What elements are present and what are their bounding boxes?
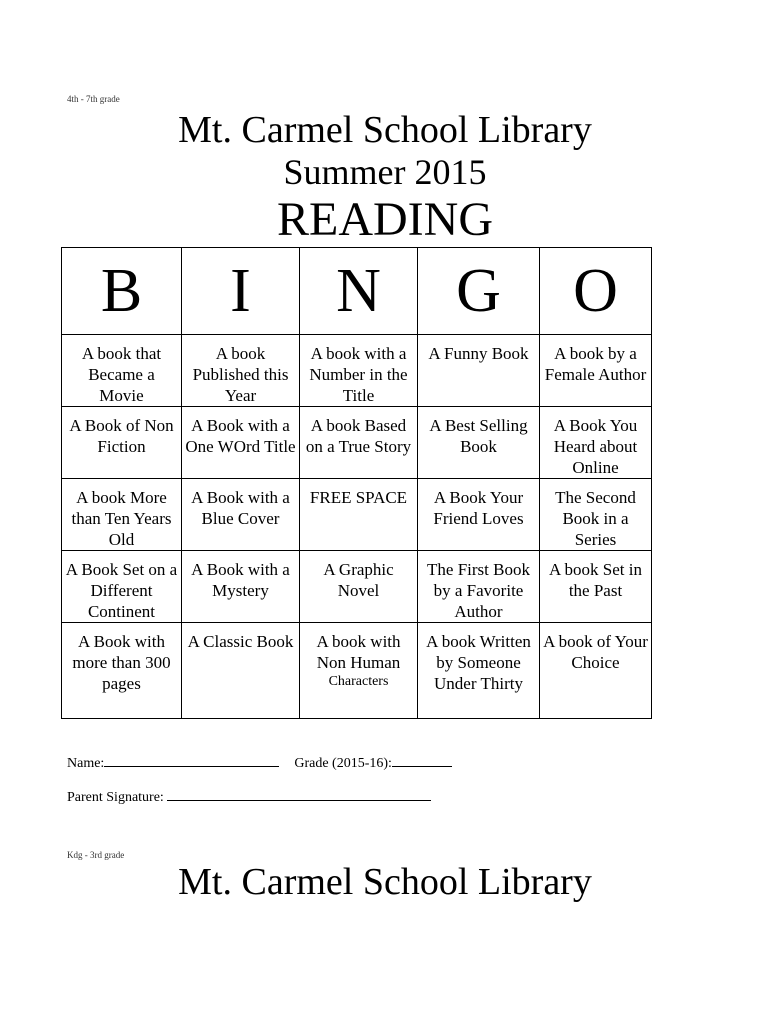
name-field[interactable] [104, 754, 279, 767]
grade-range-label: 4th - 7th grade [67, 94, 120, 104]
bingo-cell: A Book Your Friend Loves [418, 479, 540, 551]
bingo-cell: A book of Your Choice [540, 623, 652, 719]
bingo-row [62, 335, 652, 407]
bingo-letter: B [62, 248, 182, 335]
library-title: Mt. Carmel School Library [178, 109, 592, 151]
free-space-cell: FREE SPACE [300, 479, 418, 551]
parent-signature-field[interactable] [167, 788, 431, 801]
bingo-cell: A book Set in the Past [540, 551, 652, 623]
name-label: Name: [67, 756, 105, 771]
parent-signature-label: Parent Signature: [67, 790, 164, 805]
bingo-letter: N [300, 248, 418, 335]
bingo-cell [300, 623, 418, 719]
bingo-cell: A Book You Heard about Online [540, 407, 652, 479]
characters-note: Characters [328, 674, 389, 689]
bingo-cell: A Book with a Blue Cover [182, 479, 300, 551]
bingo-row [62, 479, 652, 551]
bingo-letter-row [62, 248, 652, 335]
bingo-cell: A book by a Female Author [540, 335, 652, 407]
bingo-letter: O [540, 248, 652, 335]
name-grade-line [67, 754, 452, 772]
bingo-cell-text: A book with Non Human [316, 632, 401, 672]
bingo-cell: A book that Became a Movie [62, 335, 182, 407]
bingo-cell: A Book with a Mystery [182, 551, 300, 623]
bingo-cell: A Book with more than 300 pages [62, 623, 182, 719]
season-title: Summer 2015 [283, 152, 487, 192]
bingo-letter: I [182, 248, 300, 335]
grade-field[interactable] [392, 754, 452, 767]
bingo-cell: A Book of Non Fiction [62, 407, 182, 479]
bingo-cell: A Graphic Novel [300, 551, 418, 623]
bingo-cell: A Book with a One WOrd Title [182, 407, 300, 479]
bingo-row [62, 623, 652, 719]
bingo-row [62, 407, 652, 479]
bingo-cell: A book Written by Someone Under Thirty [418, 623, 540, 719]
bingo-row [62, 551, 652, 623]
bingo-cell: A book More than Ten Years Old [62, 479, 182, 551]
bingo-cell: A Funny Book [418, 335, 540, 407]
bingo-cell: A Best Selling Book [418, 407, 540, 479]
grade-label: Grade (2015-16): [294, 756, 392, 771]
grade-range-label-bottom: Kdg - 3rd grade [67, 850, 125, 860]
bingo-cell: A book Based on a True Story [300, 407, 418, 479]
bingo-cell: A book with a Number in the Title [300, 335, 418, 407]
bingo-cell: The Second Book in a Series [540, 479, 652, 551]
bingo-cell: A Classic Book [182, 623, 300, 719]
bingo-card [61, 247, 652, 719]
bingo-cell: A Book Set on a Different Continent [62, 551, 182, 623]
reading-title: READING [277, 193, 493, 246]
bingo-cell: The First Book by a Favorite Author [418, 551, 540, 623]
library-title-bottom: Mt. Carmel School Library [178, 861, 592, 903]
signature-line [67, 788, 431, 806]
bingo-cell: A book Published this Year [182, 335, 300, 407]
bingo-letter: G [418, 248, 540, 335]
